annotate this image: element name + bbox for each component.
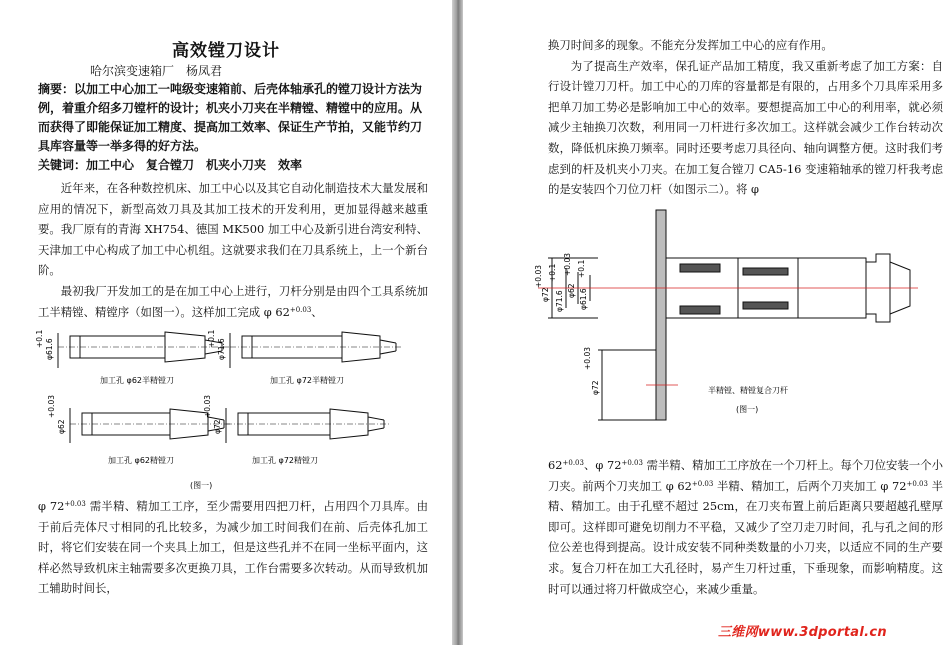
paragraph-new-design: 为了提高生产效率，保孔证产品加工精度，我又重新考虑了加工方案：自行设计镗刀刀杆。加工中心的刀库的容量都是有限的，占用多个刀具库采用多把单刀加工势必是影响加工中心的效率。要想提高加工中心的利用率，就必须减少主轴换刀次数，利用同一刀杆进行多次加工。这样就会减少工作台转动次数，降低机床换刀频率。同时还要考虑刀具径向、轴向调整方便。这时我们考虑到的杆及机夹小刀夹。在加工复合镗刀 CA5-16 变速箱轴承的镗刀杆我考虑的是安装四个刀位刀杆（如图示二）。将 φ: [548, 58, 943, 197]
fig-b-tol: +0.1: [207, 329, 216, 348]
figure-1-tool-drawings: [30, 318, 430, 498]
dim-72: φ72: [541, 287, 550, 302]
figure-2-composite-bar: [534, 210, 918, 435]
paragraph-intro: 近年来，在各种数控机床、加工中心以及其它自动化制造技术大量发展和应用的情况下，新型高效刀具及其加工技术的开发利用，更加显得越来越重要。我厂原有的青海 XH754、德国 MK500 加工中心及新引进台湾安利特、天津加工中心构成了加工中心机组。这就要求我们在刀具系统上，上一个新台阶。: [38, 181, 428, 278]
fig-a-dim: φ61.6: [45, 338, 54, 360]
svg-text:+0.03: +0.03: [563, 253, 572, 276]
fig-b-dim: φ71.6: [217, 338, 226, 360]
right-body-top: [548, 35, 943, 200]
dim-71-6: φ71.6: [555, 290, 564, 312]
fig-1-caption: (图一): [190, 481, 213, 490]
fig-d-dim: φ72: [213, 419, 222, 434]
fig-2-caption-2: (图一): [736, 405, 759, 414]
fig-c-dim: φ62: [57, 419, 66, 434]
left-page: [0, 0, 452, 645]
fig-d-label: 加工孔 φ72精镗刀: [252, 456, 318, 465]
abstract-text: 摘要：以加工中心加工一吨级变速箱前、后壳体轴承孔的镗刀设计方法为例，着重介绍多刀镗杆的设计；机夹小刀夹在半精镗、精镗中的应用。从而获得了即能保证加工精度、提高加工效率、保证生产节拍，又能节约刀具库容量等一举多得的好方法。: [38, 82, 423, 153]
svg-text:+0.1: +0.1: [548, 263, 557, 282]
watermark-text: 三维网www.3dportal.cn: [718, 625, 887, 640]
fig-c-label: 加工孔 φ62精镗刀: [108, 456, 174, 465]
fig-a-tol: +0.1: [35, 329, 44, 348]
tool-drawing-a: [58, 329, 230, 368]
dim-61-6: φ61.6: [579, 288, 588, 310]
dim-62: φ62: [567, 283, 576, 298]
left-body-top: [38, 178, 428, 322]
tool-drawing-b: [230, 332, 402, 368]
left-body-bottom: [38, 496, 428, 599]
right-body-bottom: [548, 455, 943, 599]
abstract-block: [38, 80, 428, 175]
dim-72-bottom: φ72: [591, 380, 600, 395]
paragraph-continuation: 换刀时间多的现象。不能充分发挥加工中心的应有作用。: [548, 38, 833, 52]
fig-a-label: 加工孔 φ62半精镗刀: [100, 376, 174, 385]
svg-text:+0.03: +0.03: [534, 265, 543, 288]
paragraph-problem: φ $72^{+0.03}$ 需半精、精加工工序，至少需要用四把刀杆，占用四个刀具库。由于前后壳体尺寸相同的孔比较多，为减少加工时间我们在前、后壳体孔加工时，将它们安装在同一个夹具上加工，但是这些孔并不在同一坐标平面内，这样必然导致机床主轴需要多次更换刀具，工作台需要多次转动。从而导致机加工辅助时间长，: [38, 499, 428, 596]
paragraph-tool-layout: $62^{+0.03}$、φ $72^{+0.03}$ 需半精、精加工工序放在一个刀杆上。每个刀位安装一个小刀夹。前两个刀夹加工 φ $62^{+0.03}$ 半精、精加工，后两个刀夹加工 φ $72^{+0.03}$ 半精、精加工。由于孔壁不超过 25cm，在刀夹布置上前后距离只要超越孔壁厚即可。这样即可避免切削力不平稳，又减少了空刀走刀时间，孔与孔之间的形位公差也得到提高。设计成安装不同种类数量的小刀夹，以适应不同的生产要求。复合刀杆在加工大孔径时，易产生刀杆过重，下垂现象，而影响精度。这时可以通过将刀杆做成空心，来减少重量。: [548, 458, 943, 596]
svg-text:+0.1: +0.1: [577, 259, 586, 278]
page-spine-divider: [452, 0, 463, 645]
svg-text:+0.03: +0.03: [583, 347, 592, 370]
fig-b-label: 加工孔 φ72半精镗刀: [270, 376, 344, 385]
tool-drawing-d: [226, 408, 390, 443]
article-title: 高效镗刀设计: [172, 41, 280, 61]
right-page: [463, 0, 943, 645]
fig-2-caption-1: 半精镗、精镗复合刀杆: [708, 386, 788, 395]
paragraph-initial-method: 最初我厂开发加工的是在加工中心上进行，刀杆分别是由四个工具系统加工半精镗、精镗序（如图一）。这样加工完成 φ $62^{+0.03}$、: [38, 283, 428, 319]
fig-d-tol: +0.03: [203, 395, 212, 418]
fig-c-tol: +0.03: [47, 395, 56, 418]
author-line: 哈尔滨变速箱厂 杨凤君: [90, 64, 223, 78]
keywords-text: 关键词：加工中心 复合镗刀 机夹小刀夹 效率: [38, 158, 303, 172]
